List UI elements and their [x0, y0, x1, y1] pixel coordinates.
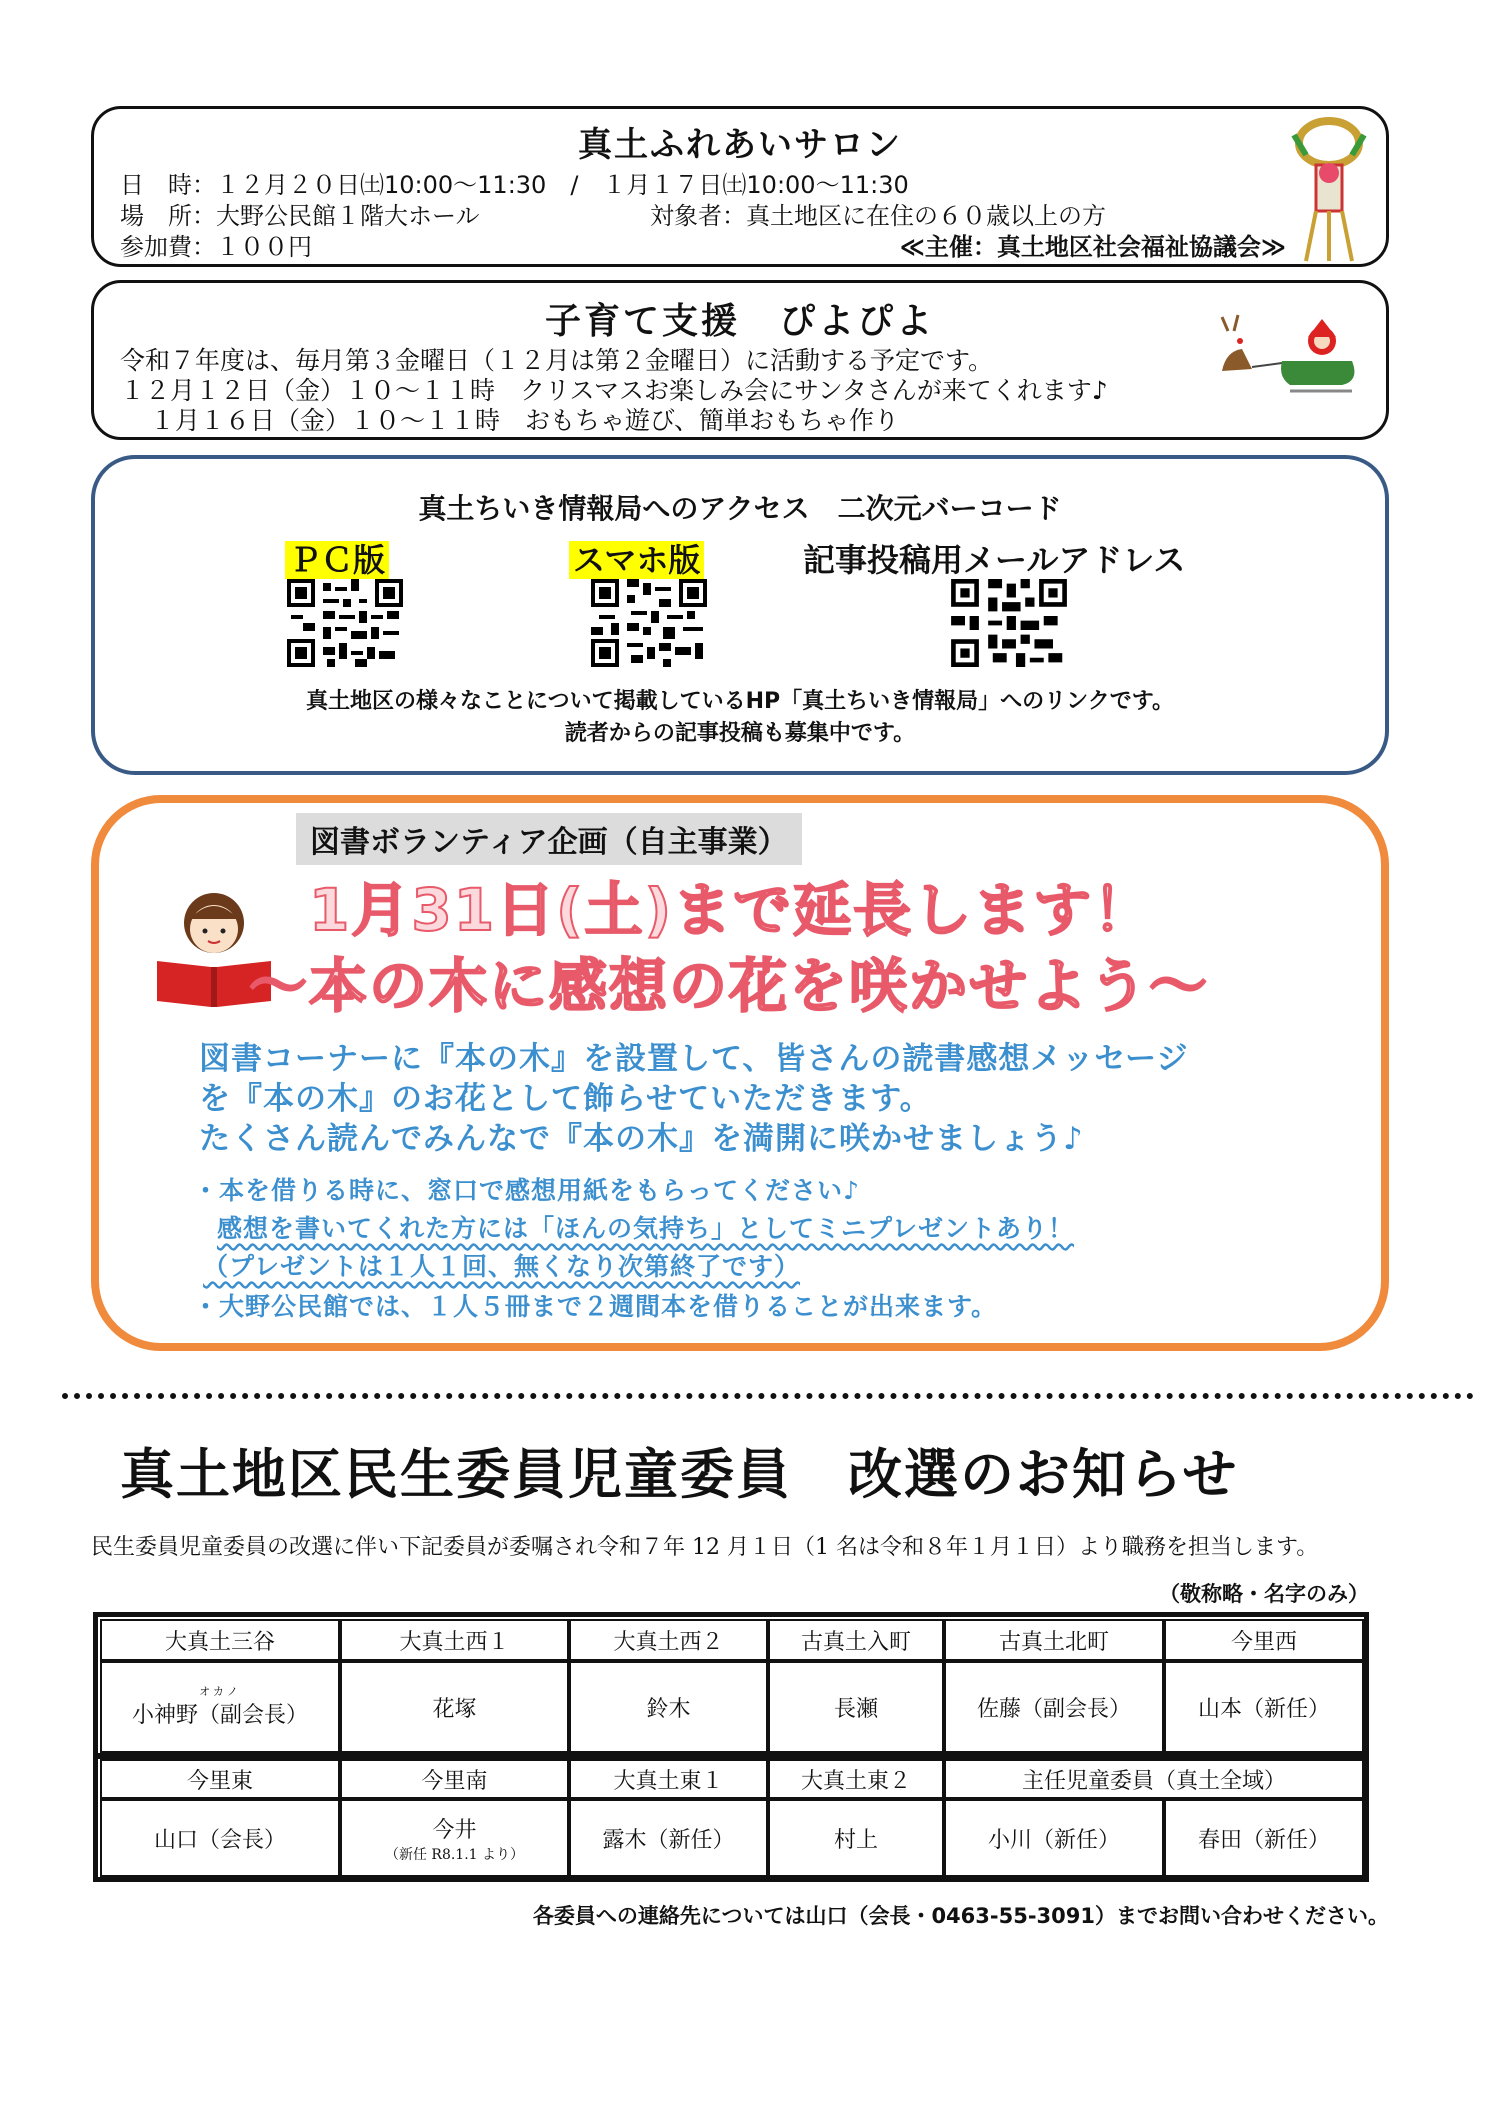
library-bullet-present: 感想を書いてくれた方には「ほんの気持ち」としてミニプレゼントあり！ — [217, 1214, 1075, 1243]
access-section — [91, 455, 1389, 775]
santa-sleigh-icon — [1212, 311, 1372, 401]
new-year-ornament-icon — [1286, 115, 1372, 265]
name-ruby: オカノ — [199, 1684, 241, 1698]
salon-section — [91, 106, 1389, 267]
table-header: 大真土西２ — [569, 1619, 768, 1661]
piyopiyo-schedule: 令和７年度は、毎月第３金曜日（１２月は第２金曜日）に活動する予定です。 — [120, 346, 994, 375]
salon-target: 対象者：真土地区に在住の６０歳以上の方 — [650, 202, 1106, 230]
mail-label: 記事投稿用メールアドレス — [803, 541, 1186, 579]
salon-fee: 参加費：１００円 — [120, 233, 312, 261]
table-header: 大真土東２ — [768, 1759, 944, 1799]
library-volunteer-section — [91, 795, 1389, 1351]
election-title: 真土地区民生委員児童委員 改選のお知らせ — [120, 1443, 1239, 1506]
table-header: 主任児童委員（真土全域） — [944, 1759, 1364, 1799]
table-cell-name: 露木（新任） — [569, 1799, 768, 1877]
access-note-line2: 読者からの記事投稿も募集中です。 — [564, 721, 916, 746]
library-tag: 図書ボランティア企画（自主事業） — [296, 813, 802, 865]
salon-place-row — [120, 196, 1106, 231]
appointment-note: （新任 R8.1.1 より） — [384, 1846, 525, 1863]
library-bullet-present-note: （プレゼントは１人１回、無くなり次第終了です） — [203, 1252, 801, 1281]
library-body-line2: を『本の木』のお花として飾らせていただきます。 — [199, 1081, 932, 1117]
library-body-line3: たくさん読んでみんなで『本の木』を満開に咲かせましょう♪ — [199, 1121, 1084, 1157]
smartphone-qr-code[interactable] — [591, 579, 707, 667]
table-header: 今里南 — [340, 1759, 569, 1799]
salon-title: 真土ふれあいサロン — [578, 125, 902, 165]
library-bullet-form: ・本を借りる時に、窓口で感想用紙をもらってください♪ — [193, 1176, 860, 1205]
library-bullet-loan: ・大野公民館では、１人５冊まで２週間本を借りることが出来ます。 — [193, 1292, 998, 1321]
piyopiyo-title: 子育て支援 ぴよぴよ — [544, 301, 935, 342]
access-note-line1: 真土地区の様々なことについて掲載しているHP「真土ちいき情報局」へのリンクです。 — [306, 689, 1174, 714]
table-cell-name — [100, 1661, 340, 1753]
library-body-line1: 図書コーナーに『本の木』を設置して、皆さんの読書感想メッセージ — [199, 1041, 1189, 1077]
table-header: 大真土東１ — [569, 1759, 768, 1799]
honorific-note: （敬称略・名字のみ） — [1159, 1582, 1369, 1606]
contact-note: 各委員への連絡先については山口（会長・0463-55-3091）までお問い合わせください。 — [532, 1904, 1389, 1928]
salon-host: ≪主催：真土地区社会福祉協議会≫ — [899, 233, 1286, 261]
table-header: 今里東 — [100, 1759, 340, 1799]
library-headline-theme: ～本の木に感想の花を咲かせよう～ — [249, 952, 1210, 1020]
pc-qr-code[interactable] — [287, 579, 403, 667]
election-intro: 民生委員児童委員の改選に伴い下記委員が委嘱され令和７年 12 月１日（1 名は令和８年１月１日）より職務を担当します。 — [91, 1535, 1319, 1560]
library-headline-extension: 1月31日(土)まで延長します！ — [309, 876, 1154, 944]
access-heading: 真土ちいき情報局へのアクセス 二次元バーコード — [418, 492, 1062, 525]
salon-date: 日 時：１２月２０日㈯10:00～11:30 / １月１７日㈯10:00～11:30 — [120, 171, 909, 199]
mail-qr-code[interactable] — [951, 579, 1067, 667]
table-header: 古真土北町 — [944, 1619, 1164, 1661]
piyopiyo-section — [91, 280, 1389, 440]
smartphone-label: スマホ版 — [569, 535, 704, 581]
salon-place: 場 所：大野公民館１階大ホール — [120, 202, 480, 230]
table-cell-name: 花塚 — [340, 1661, 569, 1753]
piyopiyo-dec: １２月１２日（金）１０～１１時 クリスマスお楽しみ会にサンタさんが来てくれます♪ — [120, 376, 1108, 405]
committee-roster-table — [93, 1612, 1369, 1882]
table-cell-name: 佐藤（副会長） — [944, 1661, 1164, 1753]
piyopiyo-jan: １月１６日（金）１０～１１時 おもちゃ遊び、簡単おもちゃ作り — [150, 406, 900, 435]
table-cell-name: 鈴木 — [569, 1661, 768, 1753]
table-cell-name: 春田（新任） — [1164, 1799, 1364, 1877]
table-cell-name — [340, 1799, 569, 1877]
table-header: 大真土西１ — [340, 1619, 569, 1661]
table-cell-name: 山本（新任） — [1164, 1661, 1364, 1753]
access-note — [95, 686, 1385, 750]
table-header: 大真土三谷 — [100, 1619, 340, 1661]
dotted-divider — [62, 1393, 1474, 1399]
table-cell-name: 村上 — [768, 1799, 944, 1877]
table-header: 今里西 — [1164, 1619, 1364, 1661]
table-cell-name: 長瀬 — [768, 1661, 944, 1753]
table-cell-name: 山口（会長） — [100, 1799, 340, 1877]
pc-label: ＰＣ版 — [285, 535, 389, 581]
name-text: 小神野（副会長） — [131, 1702, 308, 1728]
table-header: 古真土入町 — [768, 1619, 944, 1661]
table-cell-name: 小川（新任） — [944, 1799, 1164, 1877]
name-text: 今井 — [432, 1817, 477, 1843]
